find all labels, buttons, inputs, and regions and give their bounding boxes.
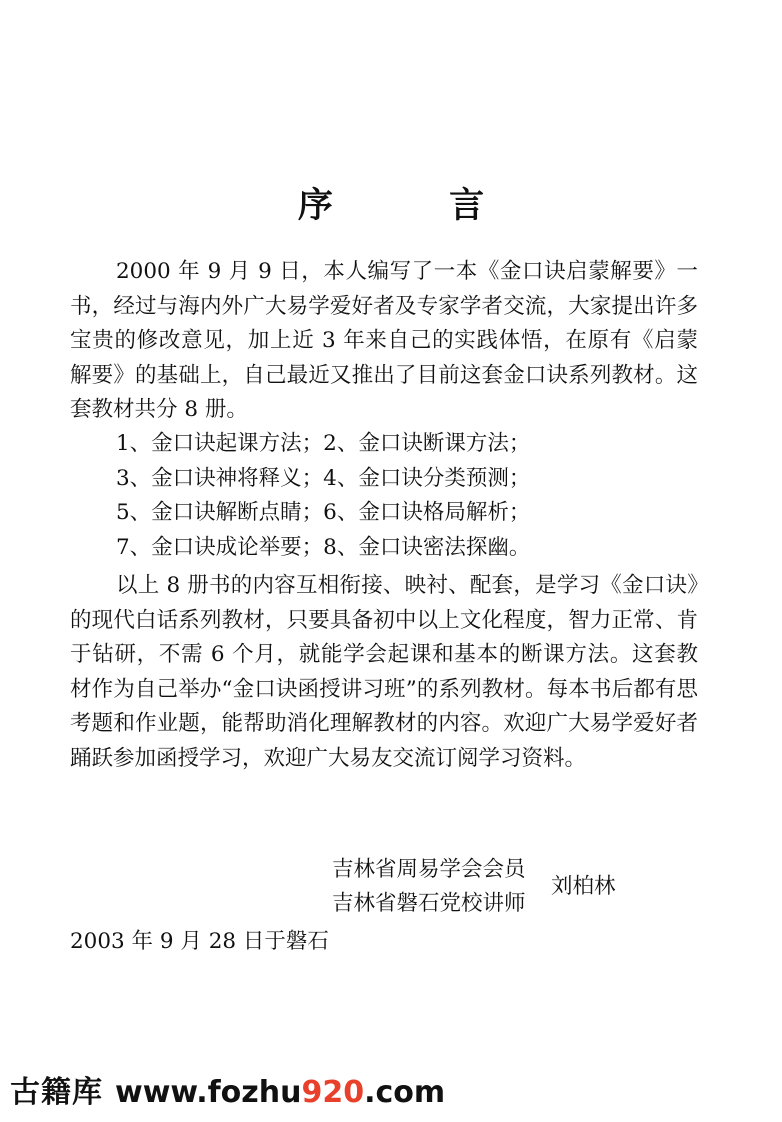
- signature-block: [332, 853, 616, 921]
- author-affiliation: 吉林省磐石党校讲师: [332, 891, 526, 916]
- preface-date: 2003 年 9 月 28 日于磐石: [70, 929, 329, 954]
- volume-list-item: 1、金口诀起课方法；2、金口诀断课方法；: [116, 431, 531, 456]
- body-paragraph-1: 2000 年 9 月 9 日，本人编写了一本《金口诀启蒙解要》一书，经过与海内外广大易学爱好者及专家学者交流，大家提出许多宝贵的修改意见，加上近 3 年来自己的实践体悟，在原有《启蒙解要》的基础上，自己最近又推出了目前这套金口诀系列教材。这套教材共分 8 册。: [70, 259, 698, 422]
- author-affiliation: 吉林省周易学会会员: [332, 857, 526, 882]
- body-paragraph-2: 以上 8 册书的内容互相衔接、映衬、配套，是学习《金口诀》的现代白话系列教材，只要具备初中以上文化程度，智力正常、肯于钻研，不需 6 个月，就能学会起课和基本的断课方法。这套教材作为自己举办“金口诀函授讲习班”的系列教材。每本书后都有思考题和作业题，能帮助消化理解教材的内容。欢迎广大易学爱好者踊跃参加函授学习，欢迎广大易友交流订阅学习资料。: [70, 573, 698, 771]
- volume-list: [116, 427, 530, 565]
- volume-list-item: 5、金口诀解断点睛；6、金口诀格局解析；: [116, 500, 531, 525]
- watermark-site-name: 古籍库: [10, 1075, 103, 1110]
- watermark-url-number: 920: [301, 1075, 365, 1110]
- watermark-url-suffix: .com: [364, 1075, 446, 1110]
- volume-list-item: 3、金口诀神将释义；4、金口诀分类预测；: [116, 465, 531, 491]
- author-name: 刘柏林: [551, 874, 616, 899]
- volume-list-item: 7、金口诀成论举要；8、金口诀密法探幽。: [116, 534, 531, 560]
- page-title: 序 言: [297, 185, 537, 226]
- watermark-url-prefix: www.fozhu: [115, 1075, 302, 1110]
- site-watermark: [10, 1073, 445, 1113]
